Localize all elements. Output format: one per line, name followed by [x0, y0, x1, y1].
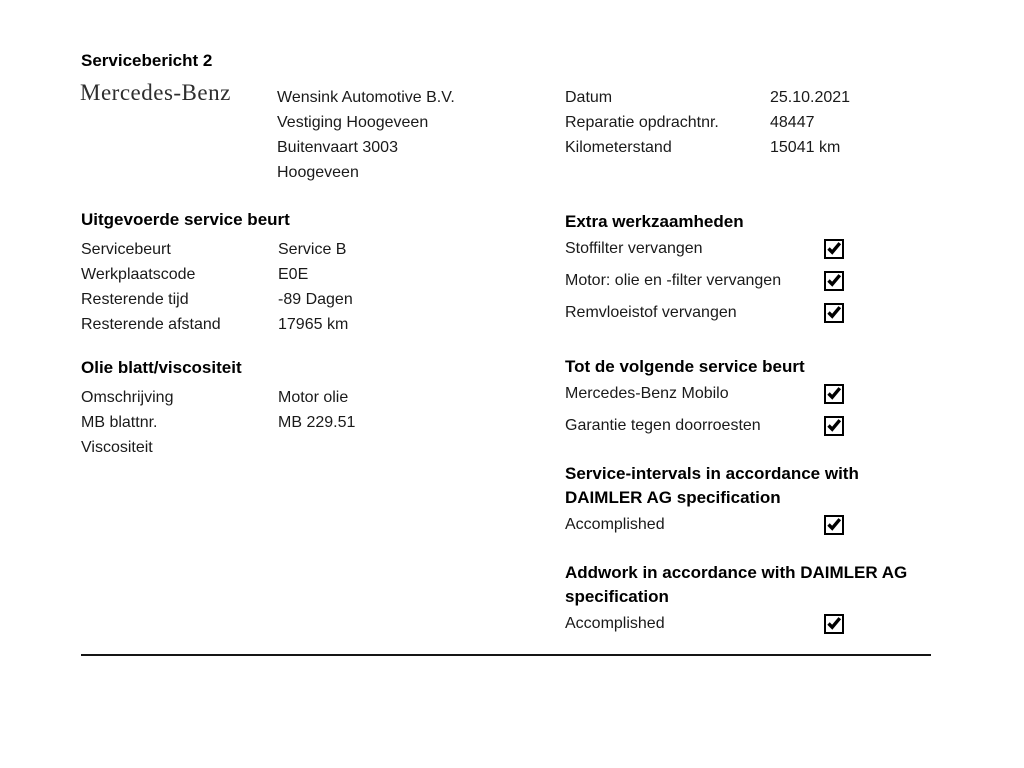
engine-oil-filter-label: Motor: olie en -filter vervangen — [565, 271, 782, 289]
dealer-name: Wensink Automotive B.V. — [277, 89, 455, 106]
mileage-value: 15041 km — [770, 139, 841, 156]
remaining-distance-value: 17965 km — [278, 316, 349, 333]
report-meta-block — [565, 85, 850, 160]
oil-description-row — [81, 385, 355, 410]
service-type-value: Service B — [278, 241, 347, 258]
addwork-heading: Addwork in accordance with DAIMLER AG specification — [565, 563, 908, 606]
mb-sheet-label: MB blattnr. — [81, 414, 158, 431]
viscosity-row — [81, 435, 355, 460]
dealer-street: Buitenvaart 3003 — [277, 139, 398, 156]
remaining-time-value: -89 Dagen — [278, 291, 353, 308]
addwork-section — [565, 561, 915, 645]
service-intervals-section — [565, 462, 915, 546]
brake-fluid-label: Remvloeistof vervangen — [565, 303, 737, 321]
addwork-accomplished-label: Accomplished — [565, 614, 665, 632]
rust-warranty-checkbox[interactable] — [824, 416, 844, 436]
workshop-code-label: Werkplaatscode — [81, 266, 196, 283]
meta-row-date — [565, 85, 850, 110]
date-value: 25.10.2021 — [770, 89, 851, 106]
repair-order-label: Reparatie opdrachtnr. — [565, 114, 719, 131]
mb-sheet-row — [81, 410, 355, 435]
dealer-address-block — [277, 85, 455, 185]
meta-row-repair-order — [565, 110, 850, 135]
viscosity-label: Viscositeit — [81, 439, 153, 456]
remaining-time-label: Resterende tijd — [81, 291, 189, 308]
mercedes-benz-logo: Mercedes-Benz — [80, 80, 231, 105]
checkmark-icon — [826, 272, 842, 288]
dealer-branch: Vestiging Hoogeveen — [277, 114, 429, 131]
service-type-row — [81, 237, 353, 262]
addwork-accomplished-checkbox[interactable] — [824, 614, 844, 634]
remaining-time-row — [81, 287, 353, 312]
engine-oil-filter-checkbox[interactable] — [824, 271, 844, 291]
rust-warranty-label: Garantie tegen doorroesten — [565, 416, 761, 434]
oil-spec-section — [81, 358, 355, 460]
oil-description-label: Omschrijving — [81, 389, 174, 406]
mobilo-label: Mercedes-Benz Mobilo — [565, 384, 729, 402]
repair-order-value: 48447 — [770, 114, 815, 131]
workshop-code-value: E0E — [278, 266, 309, 283]
until-next-service-section — [565, 355, 915, 447]
engine-oil-filter-item — [565, 270, 915, 291]
dust-filter-label: Stoffilter vervangen — [565, 239, 703, 257]
checkmark-icon — [826, 516, 842, 532]
remaining-distance-row — [81, 312, 353, 337]
checkmark-icon — [826, 417, 842, 433]
until-next-service-heading: Tot de volgende service beurt — [565, 357, 805, 376]
checkmark-icon — [826, 385, 842, 401]
service-type-label: Servicebeurt — [81, 241, 171, 258]
mb-sheet-value: MB 229.51 — [278, 414, 356, 431]
intervals-accomplished-checkbox[interactable] — [824, 515, 844, 535]
checkmark-icon — [826, 615, 842, 631]
intervals-accomplished-label: Accomplished — [565, 515, 665, 533]
oil-spec-heading: Olie blatt/viscositeit — [81, 358, 242, 377]
page-title: Servicebericht 2 — [81, 51, 213, 70]
mobilo-item — [565, 383, 915, 404]
service-intervals-heading: Service-intervals in accordance with DAIMLER AG specification — [565, 464, 859, 507]
brake-fluid-checkbox[interactable] — [824, 303, 844, 323]
remaining-distance-label: Resterende afstand — [81, 316, 221, 333]
date-label: Datum — [565, 89, 613, 106]
checkmark-icon — [826, 304, 842, 320]
rust-warranty-item — [565, 415, 915, 436]
dust-filter-checkbox[interactable] — [824, 239, 844, 259]
dealer-city: Hoogeveen — [277, 164, 359, 181]
dust-filter-item — [565, 238, 915, 259]
brake-fluid-item — [565, 302, 915, 323]
bottom-divider — [81, 654, 931, 656]
meta-row-mileage — [565, 135, 850, 160]
intervals-accomplished-item — [565, 514, 915, 535]
oil-description-value: Motor olie — [278, 389, 349, 406]
extra-work-heading: Extra werkzaamheden — [565, 212, 744, 231]
addwork-accomplished-item — [565, 613, 915, 634]
mileage-label: Kilometerstand — [565, 139, 672, 156]
performed-service-section — [81, 210, 353, 337]
mobilo-checkbox[interactable] — [824, 384, 844, 404]
extra-work-section — [565, 210, 915, 334]
checkmark-icon — [826, 240, 842, 256]
performed-service-heading: Uitgevoerde service beurt — [81, 210, 290, 229]
workshop-code-row — [81, 262, 353, 287]
